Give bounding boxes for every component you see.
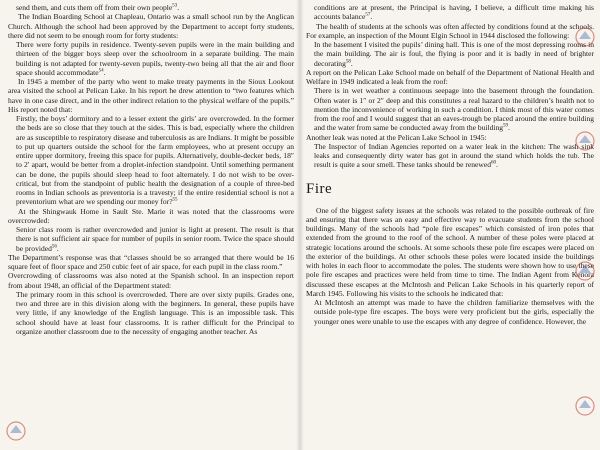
paragraph-text: A report on the Pelican Lake School made on behalf of the Department of National Health and Welfare in 1949 indicated a leak from the roof: [306, 67, 594, 86]
stamp-icon [5, 420, 27, 442]
paragraph-text: In the basement I visited the pupils’ dining hall. This is one of the most depressing rooms in the main building. The air is foul, the flying is poor and it is badly in need of brighter decorating [314, 40, 594, 68]
paragraph-tail: . [56, 243, 59, 253]
block-quote [306, 40, 594, 68]
section-heading: Fire [306, 180, 333, 197]
body-paragraph [306, 22, 594, 41]
body-paragraph [306, 68, 594, 87]
body-paragraph [8, 12, 294, 40]
paragraph-tail: . [508, 123, 510, 133]
right-page [298, 0, 600, 450]
body-paragraph [306, 133, 594, 142]
footnote-marker: 57 [365, 12, 371, 18]
paragraph-tail: . [103, 67, 106, 77]
paragraph-text: At the Shingwauk Home in Sault Ste. Marie it was noted that the classrooms were overcrowded: [8, 206, 294, 225]
left-page [0, 0, 298, 450]
footnote-marker: 58 [345, 58, 351, 64]
block-quote [8, 114, 294, 207]
block-quote [8, 40, 294, 77]
block-quote [8, 225, 294, 253]
paragraph-text: Overcrowding of classrooms was also noted at the Spanish school. In an inspection report from about 1948, an official of the Department stated: [8, 271, 294, 290]
paragraph-text: Senior class room is rather overcrowded and junior is light at present. The result is that there is not sufficient air space for number of pupils in senior room. Twice the space should be provided [16, 225, 294, 253]
body-paragraph [8, 77, 294, 114]
stamp-icon [574, 130, 596, 152]
block-quote [8, 3, 294, 12]
block-quote [306, 3, 594, 22]
body-paragraph [8, 253, 294, 272]
paragraph-text: The health of students at the schools was often affected by conditions found at the schools. For example, an inspection of the Mount Elgin School in 1944 disclosed the following: [306, 21, 594, 40]
body-paragraph [8, 207, 294, 226]
body-paragraph [306, 206, 594, 299]
block-quote [306, 86, 594, 132]
body-paragraph [8, 271, 294, 290]
paragraph-text: The Inspector of Indian Agencies reported on a water leak in the kitchen: The wash sink leaks and consequently dirty water has got in around the stand which holds the tub. The result is quite a sour smell. These tanks should be renewed [314, 141, 594, 170]
stamp-icon [574, 260, 596, 282]
paragraph-tail: . [370, 12, 373, 22]
footnote-marker: 53 [172, 3, 178, 9]
footnote-marker: 56 [51, 243, 57, 249]
footnote-marker: 59 [503, 123, 509, 129]
footnote-marker: 60 [490, 160, 496, 166]
paragraph-text: The Department’s response was that “classes should be so arranged that there would be 16 square feet of floor space and 250 cubic feet of air space, for each pupil in the class room.” [8, 252, 294, 271]
paragraph-text: At McIntosh an attempt was made to have the children familiarize themselves with the outside pole-type fire escapes. The boys were very proficient but the girls, especially the younger ones were unable to use the escapes with any degree of confidence. However, the [314, 298, 594, 326]
stamp-icon [574, 395, 596, 417]
paragraph-text: There is in wet weather a continuous seepage into the basement through the foundation. Often water is 1″ or 2″ deep and this constitutes a real hazard to the children’s health not to mention the inconvenience of working in such a condition. I think most of this water comes from the roof and I would suggest that an eaves-trough be placed around the entire building and the water from same be conducted away from the building [314, 86, 594, 133]
block-quote [8, 290, 294, 336]
footnote-marker: 54 [98, 68, 104, 74]
paragraph-text: In 1945 a member of the party who went to make treaty payments in the Sioux Lookout area visited the school at Pelican Lake. In his report he drew attention to “two features which have in one case direct, and in the other indirect relation to the physical welfare of the pupils.” His report noted that: [8, 77, 294, 114]
paragraph-tail: . [177, 3, 180, 12]
paragraph-text: The primary room in this school is overcrowded. There are over sixty pupils. Grades one, two and three are in this division along with the beginners. In general, these pupils have very little, if any knowledge of the English language. This is an impossible task. This school should have at least four classrooms. It is rather difficult for the Principal to organize another classroom due to the necessity of engaging another teacher. As [16, 289, 294, 336]
paragraph-text: Another leak was noted at the Pelican Lake School in 1945: [306, 132, 487, 142]
paragraph-text: There were forty pupils in residence. Twenty-seven pupils were in the main building and thirteen of the bigger boys sleep over the schoolroom in a separate building. The main building is not adapted for twenty-seven pupils, twenty-two being all that the air and floor space should accommodate [16, 40, 294, 77]
block-quote [306, 298, 594, 326]
footnote-marker: 55 [172, 197, 178, 203]
block-quote [306, 142, 594, 170]
paragraph-tail: . [495, 160, 498, 170]
paragraph-tail: . [350, 58, 353, 68]
stamp-icon [574, 26, 596, 48]
paragraph-text: Firstly, the boys’ dormitory and to a lesser extent the girls’ are overcrowded. In the former the beds are so close that they touch at the sides. This is bad, especially where the children are as susceptible to respiratory disease and tuberculosis as are Indians. It might be possible to put up quarters outside the school for the farm employees, who at present occupy an entire upper dormitory, freeing this space for pupils. Alternatively, double-decker beds, 18″ to 2′ apart, would be better from a droplet-infection standpoint. Until something permanent can be done, the pupils should sleep head to foot alternately. I do not wish to be over-critical, but from the standpoint of public health the designation of a couple of three-bed rooms in Indian schools as preventoria is a travesty; if the entire residential school is not a preventorium what are we spending our money for? [16, 114, 294, 207]
paragraph-text: conditions are at present, the Principal is having, I believe, a difficult time making his accounts balance [314, 3, 594, 22]
paragraph-text: The Indian Boarding School at Chapleau, Ontario was a small school run by the Anglican Church. Although the school had been approved by the Department to accept forty students, there did not seem to be enough room for forty students: [8, 12, 294, 40]
paragraph-text: send them, and cuts them off from their own people [16, 3, 173, 12]
paragraph-text: One of the biggest safety issues at the schools was related to the possible outbreak of fire and ensuring that there was an easy and effective way to evacuate students from the school buildings. Many of the schools had “pole fire escapes” which consisted of iron poles that extended from the ground to the roof of the school. A number of these poles were placed at strategic locations around the schools. At some schools these pole fire escapes were placed on the exterior of the buildings. At other schools these poles were located inside the buildings with holes in each floor to accommodate the poles. The students were shown how to use these pole fire escapes and practices were held from time to time. The Indian Agent from Kenora discussed these escapes at the McIntosh and Pelican Lake Schools in his quarterly report of March 1945. Following his visits to the schools he indicated that: [306, 205, 594, 298]
